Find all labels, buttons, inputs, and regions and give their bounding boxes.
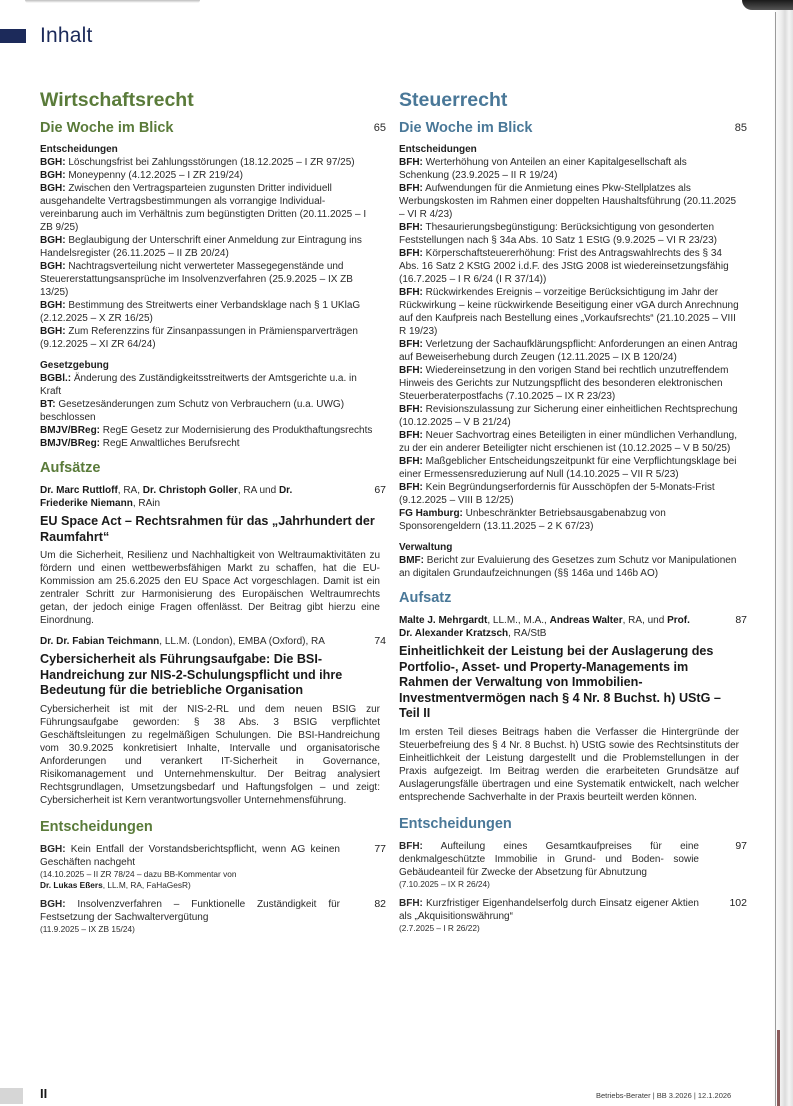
- commentator-credentials: , LL.M, RA, FaHaGesR): [102, 879, 191, 890]
- decision-title: Kurzfristiger Eigenhandelserfolg durch Einsatz eigener Aktien als „Akquisitionswährung“: [399, 897, 699, 922]
- articles-list: [40, 484, 386, 807]
- entry-court-label: BFH:: [399, 183, 423, 194]
- entry-text: Änderung des Zuständigkeitsstreitwerts der Amtsgerichte u.a. in Kraft: [40, 373, 357, 397]
- group-heading: Gesetzgebung: [40, 360, 109, 371]
- column-wirtschaftsrecht: [40, 88, 386, 942]
- author-credentials: , RAin: [132, 498, 161, 509]
- header-marker: [0, 29, 26, 43]
- woche-im-blick-header[interactable]: [40, 118, 386, 138]
- toc-entry[interactable]: [40, 182, 380, 234]
- entry-court-label: FG Hamburg:: [399, 508, 463, 519]
- woche-im-blick-header[interactable]: [399, 118, 747, 138]
- author-credentials: , LL.M., M.A.,: [487, 615, 550, 626]
- entry-court-label: BGH:: [40, 157, 66, 168]
- toc-entry[interactable]: [399, 507, 739, 533]
- section-title: Wirtschaftsrecht: [40, 89, 194, 111]
- entry-court-label: BGH:: [40, 183, 66, 194]
- commentator-name: Dr. Lukas Eßers: [40, 879, 103, 890]
- page-title: Inhalt: [40, 24, 93, 47]
- decision-reference: [399, 879, 699, 890]
- entry-text: Rückwirkendes Ereignis – vorzeitige Berücksichtigung im Jahr der Rückwirkung – keine rückwirkende Beseitigung einer vGA durch Anrechnung auf den Kaufpreis nach Bestellung eines „Vorkaufsrechts“ (21.10.2025 – VIII R 19/23): [399, 287, 739, 337]
- author-name: Andreas Walter: [549, 615, 623, 626]
- entry-court-label: BFH:: [399, 222, 423, 233]
- entry-text: Kein Begründungserfordernis für Ausschöpfen der 5-Monats-Frist (9.12.2025 – VIII B 12/25): [399, 482, 715, 506]
- toc-entry[interactable]: [40, 398, 380, 424]
- decisions-list: [40, 842, 386, 935]
- toc-entry[interactable]: [40, 299, 380, 325]
- article-title: EU Space Act – Rechtsrahmen für das „Jahrhundert der Raumfahrt“: [40, 514, 375, 544]
- toc-entry[interactable]: [399, 429, 739, 455]
- decision-ref: (14.10.2025 – II ZR 78/24 – dazu BB-Kommentar von: [40, 868, 237, 879]
- entry-court-label: BGH:: [40, 300, 66, 311]
- entry-text: Neuer Sachvortrag eines Beteiligten in einer mündlichen Verhandlung, zu der ein anderer Beteiligter nicht erschienen ist (10.12.2025 – V B 50/25): [399, 430, 737, 454]
- article-title: Einheitlichkeit der Leistung bei der Auslagerung des Portfolio-, Asset- und Property-Managements im Rahmen der Verwaltung von Immobilien-Investmentvermögen nach § 4 Nr. 8 Buchst. h) UStG – Teil II: [399, 644, 721, 720]
- toc-entry[interactable]: [399, 156, 739, 182]
- entry-court-label: BFH:: [399, 365, 423, 376]
- page-number: 65: [373, 122, 386, 134]
- entry-text: Revisionszulassung zur Sicherung einer einheitlichen Rechtsprechung (10.12.2025 – V B 21/24): [399, 404, 738, 428]
- binding-top-shadow: [742, 0, 793, 10]
- decision-title: Insolvenzverfahren – Funktionelle Zuständigkeit für Festsetzung der Sachwaltervergütung: [40, 898, 340, 923]
- decision-entry[interactable]: [399, 839, 747, 890]
- decision-entry[interactable]: [40, 897, 386, 935]
- entry-text: Beglaubigung der Unterschrift einer Anmeldung zur Eintragung ins Handelsregister (26.11.2025 – II ZB 20/24): [40, 235, 362, 259]
- entry-court-label: BMF:: [399, 555, 424, 566]
- woche-groups: [399, 143, 739, 580]
- footer-journal-info: Betriebs-Berater | BB 3.2026 | 12.1.2026: [596, 1091, 732, 1100]
- entry-court-label: BFH:: [399, 897, 423, 909]
- decision-entry[interactable]: [399, 896, 747, 934]
- article-abstract: Cybersicherheit ist mit der NIS-2-RL und dem neuen BSIG zur Führungsaufgabe geworden: § 38 Abs. 3 BSIG verpflichtet Geschäftsleitungen zu regelmäßigen Schulungen. Die BSI-Handreichung vom 30.9.2025 konkretisiert Inhalte, Intervalle und organisatorische Anforderungen und verankert IT-Sicherheit in Governance, Risikomanagement und Unternehmenskultur. Der Beitrag analysiert Rechtsgrundlagen, Umsetzungsbedarf und Haftungsfolgen – und zeigt: Cybersicherheit ist Kern verantwortungsvoller Unternehmensführung.: [40, 703, 380, 806]
- entry-court-label: BFH:: [399, 404, 423, 415]
- page-number: 74: [374, 635, 386, 647]
- toc-entry[interactable]: [40, 156, 380, 169]
- entry-court-label: BGH:: [40, 326, 66, 337]
- entry-court-label: BFH:: [399, 248, 423, 259]
- decision-title: Aufteilung eines Gesamtkaufpreises für eine denkmalgeschützte Immobilie in Grund- und Boden- sowie Gebäudeanteil für Zwecke der Absetzung für Abnutzung: [399, 840, 699, 878]
- entry-text: Körperschaftsteuererhöhung: Frist des Antragswahlrechts des § 34 Abs. 16 Satz 2 KStG 2002 i.d.F. des JStG 2008 ist wiedereinsetzungsfähig (16.7.2025 – I R 6/24 (I R 37/14)): [399, 248, 729, 285]
- toc-entry[interactable]: [40, 325, 380, 351]
- entry-court-label: BGH:: [40, 170, 66, 181]
- toc-entry[interactable]: [399, 247, 739, 286]
- footer-page-number: II: [40, 1086, 48, 1101]
- entry-court-label: BGH:: [40, 843, 66, 855]
- entry-group: [399, 143, 739, 533]
- footer-marker: [0, 1088, 23, 1104]
- woche-groups: [40, 143, 380, 450]
- entry-group: [40, 359, 380, 450]
- toc-entry[interactable]: [399, 364, 739, 403]
- toc-entry[interactable]: [399, 338, 739, 364]
- entry-text: Moneypenny (4.12.2025 – I ZR 219/24): [65, 170, 243, 181]
- decision-reference: [399, 923, 699, 934]
- entry-text: Thesaurierungsbegünstigung: Berücksichtigung von gesonderten Feststellungen nach § 34a Abs. 10 Satz 1 EStG (9.9.2025 – VI R 23/23): [399, 222, 717, 246]
- toc-entry[interactable]: [399, 286, 739, 338]
- entry-text: Löschungsfrist bei Zahlungsstörungen (18.12.2025 – I ZR 97/25): [65, 157, 355, 168]
- toc-entry[interactable]: [40, 437, 380, 450]
- entry-text: Zum Referenzzins für Zinsanpassungen in Prämiensparverträgen (9.12.2025 – XI ZR 64/24): [40, 326, 358, 350]
- entry-text: Zwischen den Vertragsparteien zugunsten Dritter individuell ausgehandelte Vertragsbestimmungen als vorrangige Individual-vereinbarung auch im Verhältnis zum begünstigten Dritten (20.11.2025 – I ZB 9/25): [40, 183, 367, 233]
- entry-court-label: BFH:: [399, 456, 423, 467]
- author-name: Dr. Marc Ruttloff: [40, 485, 118, 496]
- entry-text: Nachtragsverteilung nicht verwerteter Massegegenstände und Steuererstattungsansprüche im Insolvenzverfahren (25.9.2025 – IX ZB 13/25): [40, 261, 353, 298]
- decision-ref: (2.7.2025 – I R 26/22): [399, 922, 480, 933]
- entscheidungen-title: Entscheidungen: [399, 815, 512, 832]
- page-number: 97: [735, 839, 747, 852]
- binding-red-edge: [777, 1030, 780, 1106]
- article-entry[interactable]: [399, 614, 747, 804]
- toc-entry[interactable]: [399, 455, 739, 481]
- entry-court-label: BGBl.:: [40, 373, 72, 384]
- article-authors: [40, 484, 380, 510]
- toc-entry[interactable]: [399, 221, 739, 247]
- entry-court-label: BMJV/BReg:: [40, 438, 101, 449]
- article-authors: [399, 614, 739, 640]
- author-name: Dr. Dr. Fabian Teichmann: [40, 636, 160, 647]
- toc-entry[interactable]: [399, 182, 739, 221]
- entry-court-label: BGH:: [40, 261, 66, 272]
- entry-text: Werterhöhung von Anteilen an einer Kapitalgesellschaft als Schenkung (23.9.2025 – II R 19/24): [399, 157, 687, 181]
- author-credentials: , RA/StB: [508, 628, 547, 639]
- group-heading: Entscheidungen: [40, 144, 118, 155]
- entry-text: Aufwendungen für die Anmietung eines Pkw-Stellplatzes als Werbungskosten im Rahmen einer doppelten Haushaltsführung (20.11.2025 – VI R 4/23): [399, 183, 737, 220]
- page-number: 102: [729, 896, 747, 909]
- page-number: 67: [374, 484, 386, 496]
- decision-text: [399, 897, 699, 923]
- aufsatz-title: Aufsatz: [399, 590, 452, 606]
- article-abstract: Um die Sicherheit, Resilienz und Nachhaltigkeit von Weltraumaktivitäten zu fördern und einen wettbewerbsfähigen Markt zu schaffen, hat die EU-Kommission am 25.6.2025 den EU Space Act vorgeschlagen. Damit ist ein zentraler Schritt zur Harmonisierung des Europäischen Weltraumrechts getan, der jedoch einige Fragen offenlässt. Der Beitrag gibt hierzu eine Einordnung.: [40, 550, 380, 626]
- entry-text: Bestimmung des Streitwerts einer Verbandsklage nach § 1 UKlaG (2.12.2025 – X ZR 16/25): [40, 300, 361, 324]
- group-heading: Entscheidungen: [399, 144, 477, 155]
- entry-court-label: BFH:: [399, 840, 423, 852]
- toc-entry[interactable]: [399, 481, 739, 507]
- article-entry[interactable]: [40, 484, 386, 627]
- page-number: 87: [735, 614, 747, 626]
- article-authors: [40, 635, 380, 648]
- entry-text: Maßgeblicher Entscheidungszeitpunkt für eine Verpflichtungsklage bei einer Ermessensreduzierung auf Null (14.10.2025 – VII R 5/23): [399, 456, 737, 480]
- entry-group: [40, 143, 380, 351]
- aufsaetze-title: Aufsätze: [40, 460, 101, 476]
- author-credentials: , LL.M. (London), EMBA (Oxford), RA: [159, 636, 325, 647]
- entry-text: RegE Gesetz zur Modernisierung des Produkthaftungsrechts: [100, 425, 373, 436]
- page-number: 82: [374, 897, 386, 910]
- decision-ref: (7.10.2025 – IX R 26/24): [399, 878, 490, 889]
- decision-text: [40, 843, 340, 869]
- toc-entry[interactable]: [399, 403, 739, 429]
- author-name: Malte J. Mehrgardt: [399, 615, 488, 626]
- page-binding-edge: [773, 0, 793, 1106]
- entry-court-label: BFH:: [399, 157, 423, 168]
- toc-entry[interactable]: [399, 554, 739, 580]
- subsection-title: Die Woche im Blick: [40, 120, 174, 136]
- decision-entry[interactable]: [40, 842, 386, 891]
- entscheidungen-title: Entscheidungen: [40, 818, 153, 835]
- entry-court-label: BFH:: [399, 482, 423, 493]
- toc-entry[interactable]: [40, 234, 380, 260]
- author-credentials: , RA,: [117, 485, 143, 496]
- author-name: Prof. Dr. Alexander Kratzsch: [399, 615, 690, 639]
- toc-entry[interactable]: [40, 424, 380, 437]
- entry-court-label: BFH:: [399, 430, 423, 441]
- entry-text: Gesetzesänderungen zum Schutz von Verbrauchern (u.a. UWG) beschlossen: [40, 399, 345, 423]
- page-number: 77: [374, 842, 386, 855]
- entry-text: Verletzung der Sachaufklärungspflicht: Anforderungen an einen Antrag auf Beweiserhebung durch Zeugen (12.11.2025 – IX B 120/24): [399, 339, 738, 363]
- article-abstract: Im ersten Teil dieses Beitrags haben die Verfasser die Hintergründe der Steuerbefreiung des § 4 Nr. 8 Buchst. h) UStG sowie des Rechtsinstituts der Einheitlichkeit der Leistung dargestellt und die Problemstellungen in der Praxis aufgezeigt. Im Beitrag werden die erarbeiteten Grundsätze auf Auslagerungsfälle übertragen und eine Systematik entwickelt, nach welcher entsprechende Sachverhalte in der Praxis beurteilt werden können.: [399, 726, 739, 803]
- entry-court-label: BT:: [40, 399, 56, 410]
- decision-text: [399, 840, 699, 879]
- decisions-list: [399, 839, 747, 934]
- section-title: Steuerrecht: [399, 89, 508, 111]
- decision-text: [40, 898, 340, 924]
- entry-court-label: BGH:: [40, 235, 66, 246]
- entry-text: Bericht zur Evaluierung des Gesetzes zum Schutz vor Manipulationen an digitalen Grundaufzeichnungen (§§ 146a und 146b AO): [399, 555, 737, 579]
- articles-list: [399, 614, 747, 804]
- entry-court-label: BMJV/BReg:: [40, 425, 101, 436]
- entry-court-label: BFH:: [399, 287, 423, 298]
- entry-text: RegE Anwaltliches Berufsrecht: [100, 438, 240, 449]
- decision-reference: [40, 869, 340, 891]
- decision-ref: (11.9.2025 – IX ZB 15/24): [40, 923, 135, 934]
- toc-entry[interactable]: [40, 260, 380, 299]
- group-heading: Verwaltung: [399, 542, 453, 553]
- entry-court-label: BFH:: [399, 339, 423, 350]
- article-entry[interactable]: [40, 635, 386, 807]
- subsection-title: Die Woche im Blick: [399, 120, 533, 136]
- toc-entry[interactable]: [40, 169, 380, 182]
- author-credentials: , RA und: [237, 485, 279, 496]
- decision-reference: [40, 924, 340, 935]
- article-title: Cybersicherheit als Führungsaufgabe: Die BSI-Handreichung zur NIS-2-Schulungspflicht und ihre Bedeutung für die betriebliche Organisation: [40, 652, 343, 697]
- author-name: Dr. Friederike Niemann: [40, 485, 293, 509]
- entry-text: Wiedereinsetzung in den vorigen Stand bei rechtlich unzutreffendem Hinweis des Gerichts zur Nutzungspflicht des besonderen elektronischen Steuerberaterpostfachs (7.10.2025 – IX R 23/23): [399, 365, 729, 402]
- decision-title: Kein Entfall der Vorstandsberichtspflicht, wenn AG keinen Geschäften nachgeht: [40, 843, 340, 868]
- author-name: Dr. Christoph Goller: [142, 485, 238, 496]
- column-steuerrecht: [399, 88, 747, 941]
- binding-line: [775, 12, 776, 1106]
- entry-court-label: BGH:: [40, 898, 66, 910]
- author-credentials: , RA, und: [622, 615, 668, 626]
- toc-entry[interactable]: [40, 372, 380, 398]
- page-number: 85: [734, 122, 747, 134]
- page-top-shadow: [25, 0, 200, 3]
- entry-group: [399, 541, 739, 580]
- entry-text: Unbeschränkter Betriebsausgabenabzug von Sponsorengeldern (13.11.2025 – 2 K 67/23): [399, 508, 666, 532]
